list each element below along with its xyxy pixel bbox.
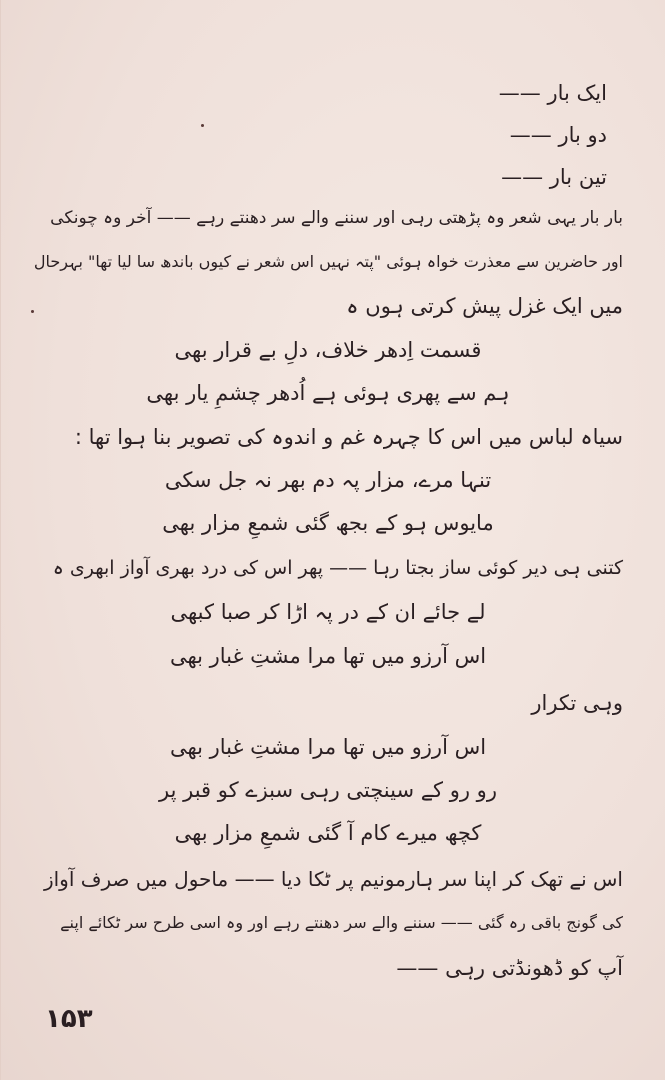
prose-line: بار بار یہی شعر وہ پڑھتی رہی اور سننے والے سر دھنتے رہے —— آخر وہ چونکی (50, 208, 623, 228)
prose-line: اس نے تھک کر اپنا سر ہارمونیم پر ٹکا دیا —— ماحول میں صرف آواز (43, 867, 623, 891)
verse-line: قسمت اِدھر خلاف، دلِ بے قرار بھی (174, 338, 482, 362)
page-number: ۱۵۳ (45, 1004, 93, 1034)
verse-line: کچھ میرے کام آ گئی شمعِ مزار بھی (174, 821, 482, 845)
prose-line: آپ کو ڈھونڈتی رہی —— (396, 956, 623, 980)
verse-line: اس آرزو میں تھا مرا مشتِ غبار بھی (169, 735, 487, 759)
repetition-line: تین بار —— (501, 165, 607, 189)
repetition-line: ایک بار —— (498, 81, 607, 105)
verse-line: لے جائے ان کے در پہ اڑا کر صبا کبھی (170, 600, 486, 624)
ink-speck (201, 124, 204, 127)
verse-line: ہم سے پھری ہوئی ہے اُدھر چشمِ یار بھی (146, 381, 510, 405)
verse-line: تنہا مرے، مزار پہ دم بھر نہ جل سکی (164, 468, 492, 492)
verse-line: اس آرزو میں تھا مرا مشتِ غبار بھی (169, 644, 487, 668)
prose-line: کتنی ہی دیر کوئی ساز بجتا رہا —— پھر اس کی درد بھری آواز ابھری ہ (52, 557, 623, 579)
prose-line: میں ایک غزل پیش کرتی ہوں ہ (346, 294, 623, 318)
prose-line: اور حاضرین سے معذرت خواہ ہوئی "پتہ نہیں اس شعر نے کیوں باندھ سا لیا تھا" بہرحال (33, 252, 623, 271)
prose-line: سیاہ لباس میں اس کا چہرہ غم و اندوہ کی تصویر بنا ہوا تھا : (74, 425, 623, 449)
prose-line: کی گونج باقی رہ گئی —— سننے والے سر دھنتے رہے اور وہ اسی طرح سر ٹکائے اپنے (60, 913, 623, 932)
repetition-line: دو بار —— (509, 123, 607, 147)
verse-line: مایوس ہو کے بجھ گئی شمعِ مزار بھی (162, 511, 494, 535)
verse-line: رو رو کے سینچتی رہی سبزے کو قبر پر (159, 778, 497, 802)
repeat-label: وہی تکرار (531, 691, 623, 715)
